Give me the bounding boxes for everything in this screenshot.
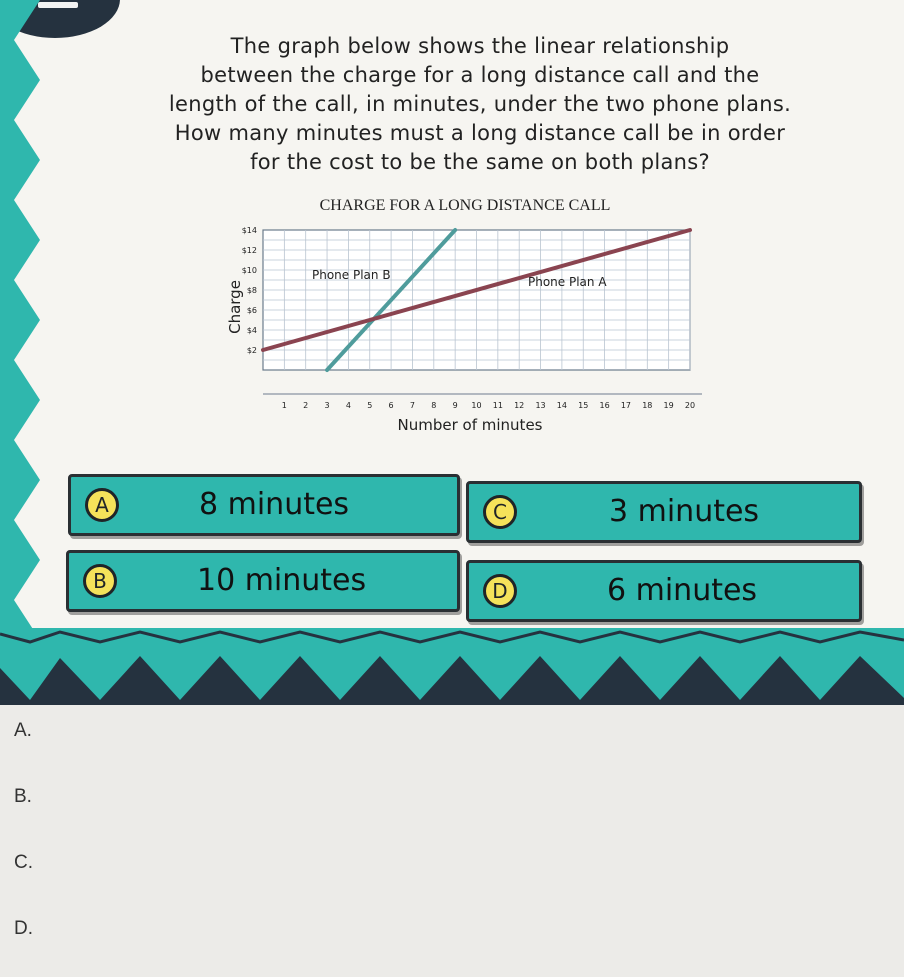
x-tick-label: 17 [620, 401, 632, 410]
question-line: length of the call, in minutes, under the two phone plans. [168, 92, 792, 116]
question-line: How many minutes must a long distance call be in order [174, 121, 786, 145]
choice-letter-badge: C [483, 495, 517, 529]
y-tick-label: $6 [246, 306, 257, 315]
question-line: for the cost to be the same on both plans? [250, 150, 710, 174]
x-tick-label: 6 [388, 401, 394, 410]
x-tick-label: 13 [535, 401, 546, 410]
question-text [110, 32, 850, 177]
x-tick-label: 11 [492, 401, 503, 410]
zigzag-bottom-banner [0, 628, 904, 705]
choice-text: 3 minutes [609, 494, 760, 529]
x-tick-label: 19 [663, 401, 674, 410]
zigzag-left-border [0, 0, 40, 640]
x-tick-label: 18 [642, 401, 653, 410]
x-tick-label: 15 [578, 401, 589, 410]
x-tick-label: 16 [599, 401, 610, 410]
answer-option-c[interactable]: C. [14, 852, 33, 873]
answer-choice-b[interactable] [66, 550, 460, 612]
y-tick-label: $12 [241, 246, 257, 255]
chart-title: CHARGE FOR A LONG DISTANCE CALL [319, 197, 611, 214]
x-tick-label: 20 [684, 401, 696, 410]
series-label-plan-a: Phone Plan A [528, 275, 607, 289]
x-tick-label: 2 [303, 401, 309, 410]
x-tick-label: 5 [367, 401, 373, 410]
choice-text: 8 minutes [199, 487, 350, 522]
x-axis-label: Number of minutes [397, 416, 543, 434]
answer-choice-c[interactable] [466, 481, 862, 543]
choice-letter-badge: A [85, 488, 119, 522]
y-tick-label: $10 [241, 266, 257, 275]
answer-option-b[interactable]: B. [14, 786, 32, 807]
choice-letter-badge: B [83, 564, 117, 598]
answer-choice-a[interactable] [68, 474, 460, 536]
y-axis-ticks [242, 226, 257, 355]
y-tick-label: $8 [246, 286, 257, 295]
x-tick-label: 9 [452, 401, 458, 410]
x-tick-label: 3 [324, 401, 330, 410]
series-label-plan-b: Phone Plan B [312, 268, 391, 282]
x-tick-label: 8 [431, 401, 437, 410]
question-line: The graph below shows the linear relationship [230, 34, 730, 58]
choice-letter-badge: D [483, 574, 517, 608]
answer-option-a[interactable]: A. [14, 720, 32, 741]
answer-choice-d[interactable] [466, 560, 862, 622]
x-tick-label: 12 [514, 401, 525, 410]
x-tick-label: 1 [281, 401, 287, 410]
question-line: between the charge for a long distance call and the [200, 63, 760, 87]
y-tick-label: $4 [246, 326, 257, 335]
y-tick-label: $2 [246, 346, 257, 355]
x-tick-label: 7 [409, 401, 415, 410]
choice-text: 6 minutes [607, 573, 758, 608]
y-axis-label: Charge [226, 280, 244, 334]
x-axis-ticks [282, 401, 695, 410]
answer-option-d[interactable]: D. [14, 918, 33, 939]
x-tick-label: 14 [556, 401, 567, 410]
line-chart [200, 192, 720, 442]
x-tick-label: 4 [345, 401, 351, 410]
question-number-mark [38, 2, 78, 8]
choice-text: 10 minutes [197, 563, 367, 598]
x-tick-label: 10 [471, 401, 482, 410]
y-tick-label: $14 [241, 226, 257, 235]
